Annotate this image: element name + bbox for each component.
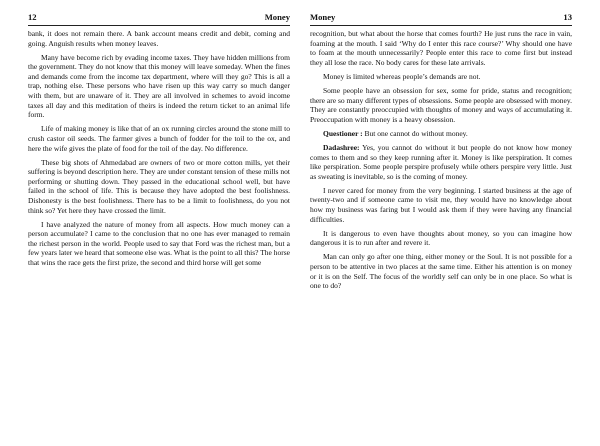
left-page-body [28, 29, 290, 268]
dialogue-text: Yes, you cannot do without it but people do not know how money comes to them and so they keep running after it. Money is like perspiration. It comes like perspiration. Some people perspire profusely while others perspire very little. Just as sweating is inevitable, so is the coming of money. [310, 142, 572, 181]
paragraph: I never cared for money from the very beginning. I started business at the age of twenty-two and if someone came to visit me, they would have no knowledge about how my business was faring but I would ask them if they were having any financial difficulties. [310, 185, 572, 224]
paragraph: These big shots of Ahmedabad are owners of two or more cotton mills, yet their suffering is beyond description here. They are under constant tension of these mills not performing or shutting down. They passed in the educational school well, but have failed in the school of life. This is because they have adopted the best foolishness. Dishonesty is the best foolishness. There has to be a limit to foolishness, do you not think so? Yet here they have crossed the limit. [28, 157, 290, 215]
speaker-label-questioner: Questioner : [323, 128, 363, 138]
paragraph: recognition, but what about the horse that comes fourth? He just runs the race in vain, foaming at the mouth. I said ‘Why do I enter this race course?’ Why should one have to foam at the mouth unnecessarily? People enter this race to come first but instead they all lose the race. No body cares for these late arrivals. [310, 29, 572, 67]
dialogue-text: But one cannot do without money. [362, 128, 468, 138]
left-page-header [28, 12, 290, 26]
right-page-body [310, 29, 572, 291]
left-page-number: 12 [28, 12, 37, 22]
dialogue-dadashree [310, 143, 572, 181]
paragraph: Many have become rich by evading income taxes. They have hidden millions from the government. They do not know that this money will leave someday. When the fines and demands come from the income tax department, where will they go? This is all a trap, nothing else. These persons who have risen up this way carry so much danger with them, but are unaware of it. They are all involved in schemes to avoid income taxes all day and this meditation of theirs is indeed the return ticket to an animal life form. [28, 52, 290, 120]
paragraph: It is dangerous to even have thoughts about money, so you can imagine how dangerous it is to run after and revere it. [310, 228, 572, 248]
right-page-header [310, 12, 572, 26]
paragraph: Man can only go after one thing, either money or the Soul. It is not possible for a person to be attentive in two places at the same time. Either his attention is on money or it is on the Self. The focus of the worldly self can only be in one place. So what is one to do? [310, 252, 572, 291]
left-running-head: Money [264, 12, 290, 22]
paragraph: Money is limited whereas people’s demands are not. [323, 71, 481, 81]
paragraph: Some people have an obsession for sex, some for pride, status and recognition; there are so many different types of obsessions. Some people are obsessed with money. They are constantly preoccupied with thoughts of money and ways of accumulating it. Preoccupation with money is a heavy obsession. [310, 85, 572, 124]
right-page [310, 12, 572, 437]
left-page [28, 12, 290, 437]
right-running-head: Money [310, 12, 336, 22]
speaker-label-dadashree: Dadashree: [323, 142, 360, 152]
dialogue-questioner [310, 129, 572, 139]
paragraph: I have analyzed the nature of money from all aspects. How much money can a person accumulate? I came to the conclusion that no one has ever managed to remain the richest person in the world. People used to say that Ford was the richest man, but a few years later we heard that someone else was. What is the point to all this? The horse that wins the race gets the first prize, the second and third horse will get some [28, 219, 290, 268]
paragraph: Life of making money is like that of an ox running circles around the stone mill to crush castor oil seeds. The farmer gives a bunch of fodder for the toil to the ox, and here the wife gives the plate of food for the toil of the day. No difference. [28, 124, 290, 153]
paragraph: bank, it does not remain there. A bank account means credit and debit, coming and going. Anguish results when money leaves. [28, 29, 290, 48]
right-page-number: 13 [563, 12, 572, 22]
